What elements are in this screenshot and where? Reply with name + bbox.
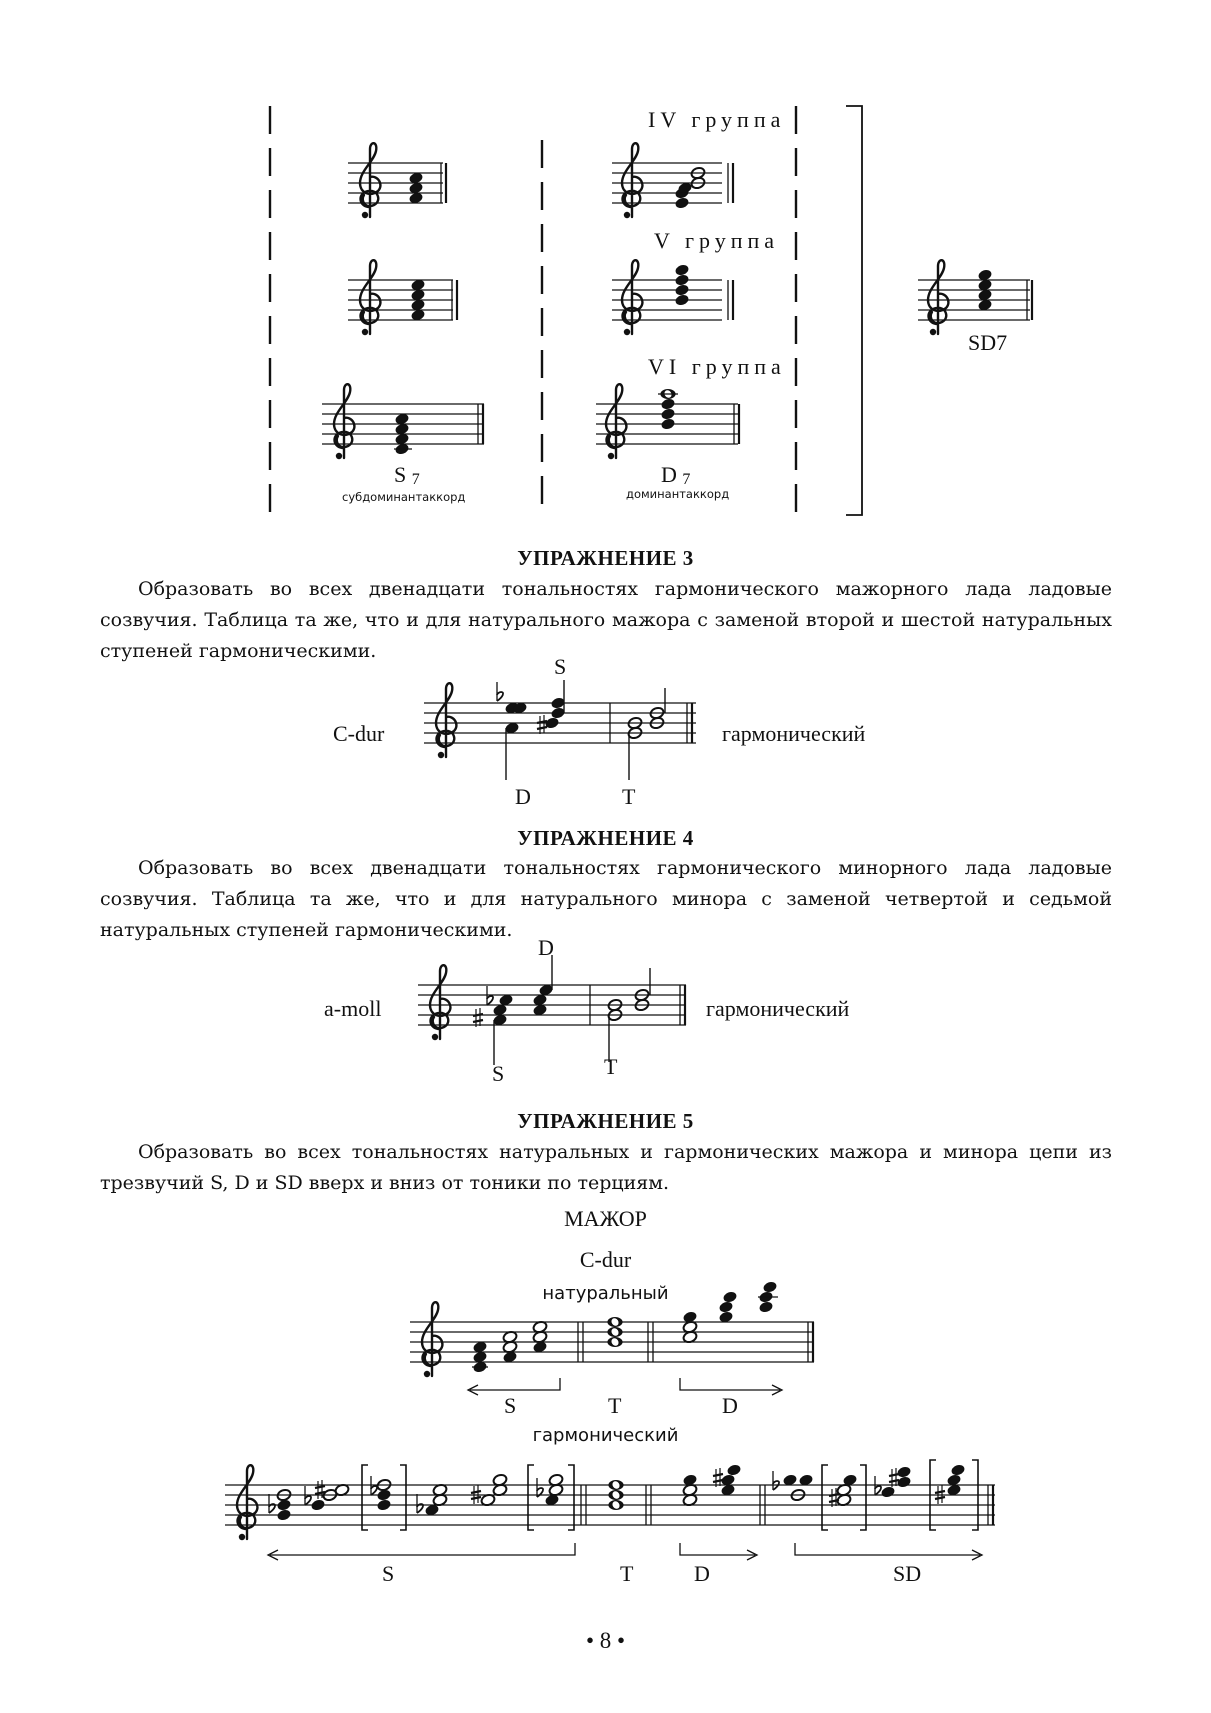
exercise3-key: C-dur xyxy=(333,721,385,746)
ex4-staff xyxy=(418,955,686,1065)
exercise4-d-label: D xyxy=(538,935,554,960)
group-vi-label: VI группа xyxy=(648,354,786,379)
exercise3-heading: УПРАЖНЕНИЕ 3 xyxy=(517,546,694,570)
s7-caption: субдоминантаккорд xyxy=(342,490,466,504)
staff-row2-middle xyxy=(612,260,733,335)
d7-caption: доминантаккорд xyxy=(626,487,730,501)
s7-label: S 7 xyxy=(394,462,420,488)
natural-t-label: T xyxy=(608,1393,622,1418)
staff-row2-left xyxy=(348,260,457,335)
harmonic-s-label: S xyxy=(382,1561,395,1586)
exercise4-t-label: T xyxy=(604,1054,618,1079)
exercise4-text: Образовать во всех двенадцати тональностях гармонического минорного лада ладовые созвучия. Таблица та же, что и для натурального минора с заменой четвертой и седьмой натуральных ступеней гармоническими. xyxy=(100,857,1112,941)
group-v-label: V группа xyxy=(654,228,780,253)
staff-row1-left xyxy=(348,143,446,218)
staff-row1-middle xyxy=(612,143,733,218)
exercise4-heading: УПРАЖНЕНИЕ 4 xyxy=(517,826,694,850)
harmonic-d-label: D xyxy=(694,1561,710,1586)
exercise5-key: C-dur xyxy=(579,1247,632,1272)
harmonic-sd-label: SD xyxy=(893,1561,922,1586)
sd7-label: SD7 xyxy=(968,330,1008,355)
staff-sd7 xyxy=(918,260,1032,335)
harmonic-label: гармонический xyxy=(532,1425,679,1446)
exercise4-key: a-moll xyxy=(324,996,382,1021)
natural-s-label: S xyxy=(504,1393,517,1418)
exercise3-mode: гармонический xyxy=(722,721,866,746)
exercise3-d-label: D xyxy=(515,784,531,809)
exercise4-mode: гармонический xyxy=(706,996,850,1021)
staff-s7 xyxy=(322,384,484,459)
natural-d-label: D xyxy=(722,1393,738,1418)
exercise3-s-label: S xyxy=(554,654,567,679)
exercise5-heading: УПРАЖНЕНИЕ 5 xyxy=(517,1109,694,1133)
exercise3-text: Образовать во всех двенадцати тональностях гармонического мажорного лада ладовые созвучия. Таблица та же, что и для натурального мажора с заменой второй и шестой натуральных ступеней гармоническими. xyxy=(100,578,1112,662)
major-title: МАЖОР xyxy=(564,1206,647,1231)
d7-label: D 7 xyxy=(661,462,691,488)
harmonic-t-label: T xyxy=(620,1561,634,1586)
page-number: • 8 • xyxy=(585,1628,626,1653)
group-iv-label: IV группа xyxy=(648,107,786,132)
staff-d7 xyxy=(596,384,739,459)
ex5-harmonic-staff xyxy=(225,1460,995,1560)
natural-label: натуральный xyxy=(542,1283,669,1304)
exercise4-s-label: S xyxy=(492,1061,505,1086)
ex3-staff xyxy=(424,680,696,780)
exercise3-t-label: T xyxy=(622,784,636,809)
exercise5-text: Образовать во всех тональностях натуральных и гармонических мажора и минора цепи из трезвучий S, D и SD вверх и вниз от тоники по терциям. xyxy=(100,1141,1112,1194)
